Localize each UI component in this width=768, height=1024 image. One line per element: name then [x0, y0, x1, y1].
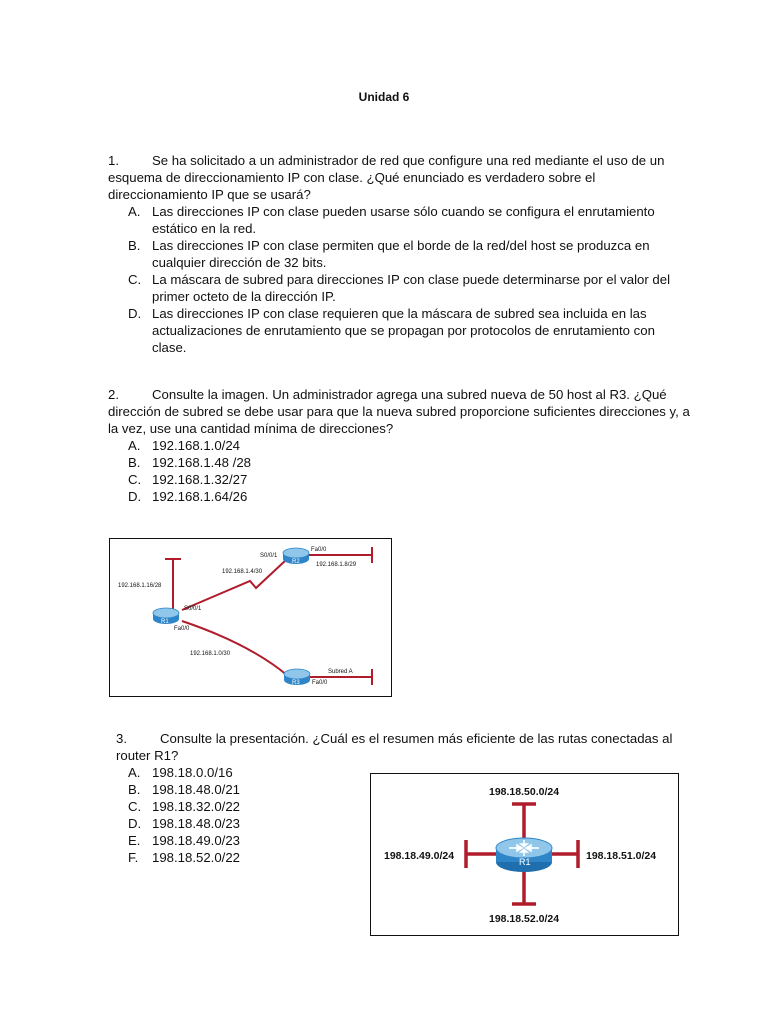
net-label-r2-lan: 192.168.1.8/29: [316, 562, 357, 568]
option-letter: B.: [128, 782, 141, 797]
option-line: La máscara de subred para direcciones IP con clase puede determinarse por el valor del: [152, 272, 671, 287]
router-r1-label: R1: [519, 857, 531, 867]
question-1-line: esquema de direccionamiento IP con clase. ¿Qué enunciado es verdadero sobre el: [108, 170, 596, 185]
option-line: 198.18.48.0/21: [152, 782, 240, 797]
net-label-r1-lan: 192.168.1.16/28: [118, 583, 162, 589]
option-1a[interactable]: [128, 203, 670, 237]
link-r1-r3: [182, 621, 288, 676]
option-line: 192.168.1.64/26: [152, 489, 248, 504]
net-right-label: 198.18.51.0/24: [586, 850, 657, 862]
option-line: 192.168.1.48 /28: [152, 455, 251, 470]
option-letter: E.: [128, 833, 141, 848]
option-3d[interactable]: [128, 815, 240, 832]
page-title: Unidad 6: [358, 90, 410, 104]
option-1d[interactable]: [128, 305, 670, 356]
option-line: Las direcciones IP con clase permiten que el borde de la red/del host se produzca en: [152, 238, 650, 253]
option-line: cualquier dirección de 32 bits.: [152, 255, 327, 270]
option-line: 198.18.48.0/23: [152, 816, 240, 831]
option-2d[interactable]: [128, 488, 251, 505]
r3-label: R3: [292, 680, 300, 686]
option-letter: A.: [128, 765, 141, 780]
option-letter: D.: [128, 816, 142, 831]
question-1-number: 1.: [108, 153, 119, 168]
net-top-label: 198.18.50.0/24: [489, 786, 560, 798]
option-1b[interactable]: [128, 237, 670, 271]
option-3c[interactable]: [128, 798, 240, 815]
option-line: 198.18.49.0/23: [152, 833, 240, 848]
question-3-options: [128, 764, 240, 866]
route-summary-figure: [370, 773, 679, 936]
question-3-line: router R1?: [116, 748, 179, 763]
option-letter: B.: [128, 238, 141, 253]
net-bottom-label: 198.18.52.0/24: [489, 913, 560, 925]
question-1-stem: [108, 152, 664, 203]
option-2b[interactable]: [128, 454, 251, 471]
question-2-number: 2.: [108, 387, 119, 402]
net-label-r1-r3: 192.168.1.0/30: [190, 651, 231, 657]
option-line: 198.18.0.0/16: [152, 765, 233, 780]
route-summary-diagram: [371, 774, 677, 934]
option-2a[interactable]: [128, 437, 251, 454]
option-letter: C.: [128, 799, 142, 814]
r1-s001-label: S0/0/1: [184, 606, 202, 612]
option-letter: C.: [128, 272, 142, 287]
option-letter: D.: [128, 306, 142, 321]
option-line: Las direcciones IP con clase requieren que la máscara de subred sea incluida en las: [152, 306, 647, 321]
question-2-options: [128, 437, 251, 505]
option-letter: A.: [128, 204, 141, 219]
option-letter: A.: [128, 438, 141, 453]
network-topology-figure: [109, 538, 392, 697]
question-3-number: 3.: [116, 731, 127, 746]
r2-fa00-label: Fa0/0: [311, 547, 327, 553]
r2-label: R2: [292, 559, 300, 565]
question-2-line: dirección de subred se debe usar para que la nueva subred proporcione suficientes direcciones y, a: [108, 404, 690, 419]
question-2-line: Consulte la imagen. Un administrador agrega una subred nueva de 50 host al R3. ¿Qué: [152, 387, 667, 402]
option-line: 198.18.32.0/22: [152, 799, 240, 814]
option-line: 198.18.52.0/22: [152, 850, 240, 865]
option-line: clase.: [152, 340, 187, 355]
option-3a[interactable]: [128, 764, 240, 781]
option-letter: C.: [128, 472, 142, 487]
option-line: actualizaciones de enrutamiento que se propagan por protocolos de enrutamiento con: [152, 323, 655, 338]
net-left-label: 198.18.49.0/24: [384, 850, 455, 862]
r2-s001-label: S0/0/1: [260, 553, 278, 559]
question-2-stem: [108, 386, 690, 437]
r1-label: R1: [161, 619, 169, 625]
option-line: primer octeto de la dirección IP.: [152, 289, 336, 304]
question-3-line: Consulte la presentación. ¿Cuál es el resumen más eficiente de las rutas conectadas al: [160, 731, 673, 746]
serial-link-r1-r2: [182, 560, 286, 610]
option-line: estático en la red.: [152, 221, 257, 236]
r1-fa00-label: Fa0/0: [174, 626, 190, 632]
topology-diagram: [110, 539, 390, 695]
option-line: 192.168.1.0/24: [152, 438, 240, 453]
option-line: Las direcciones IP con clase pueden usarse sólo cuando se configura el enrutamiento: [152, 204, 655, 219]
option-3b[interactable]: [128, 781, 240, 798]
question-1-options: [128, 203, 670, 356]
question-1-line: Se ha solicitado a un administrador de red que configure una red mediante el uso de un: [152, 153, 665, 168]
option-line: 192.168.1.32/27: [152, 472, 248, 487]
option-letter: B.: [128, 455, 141, 470]
question-1-line: direccionamiento IP que se usará?: [108, 187, 311, 202]
option-1c[interactable]: [128, 271, 670, 305]
question-3-stem: [108, 730, 672, 764]
subred-a-label: Subred A: [328, 669, 353, 675]
net-label-r1-r2: 192.168.1.4/30: [222, 569, 263, 575]
option-letter: D.: [128, 489, 142, 504]
r3-fa00-label: Fa0/0: [312, 680, 328, 686]
option-letter: F.: [128, 850, 139, 865]
option-3f[interactable]: [128, 849, 240, 866]
option-2c[interactable]: [128, 471, 251, 488]
option-3e[interactable]: [128, 832, 240, 849]
question-2-line: la vez, use una cantidad mínima de direcciones?: [108, 421, 394, 436]
